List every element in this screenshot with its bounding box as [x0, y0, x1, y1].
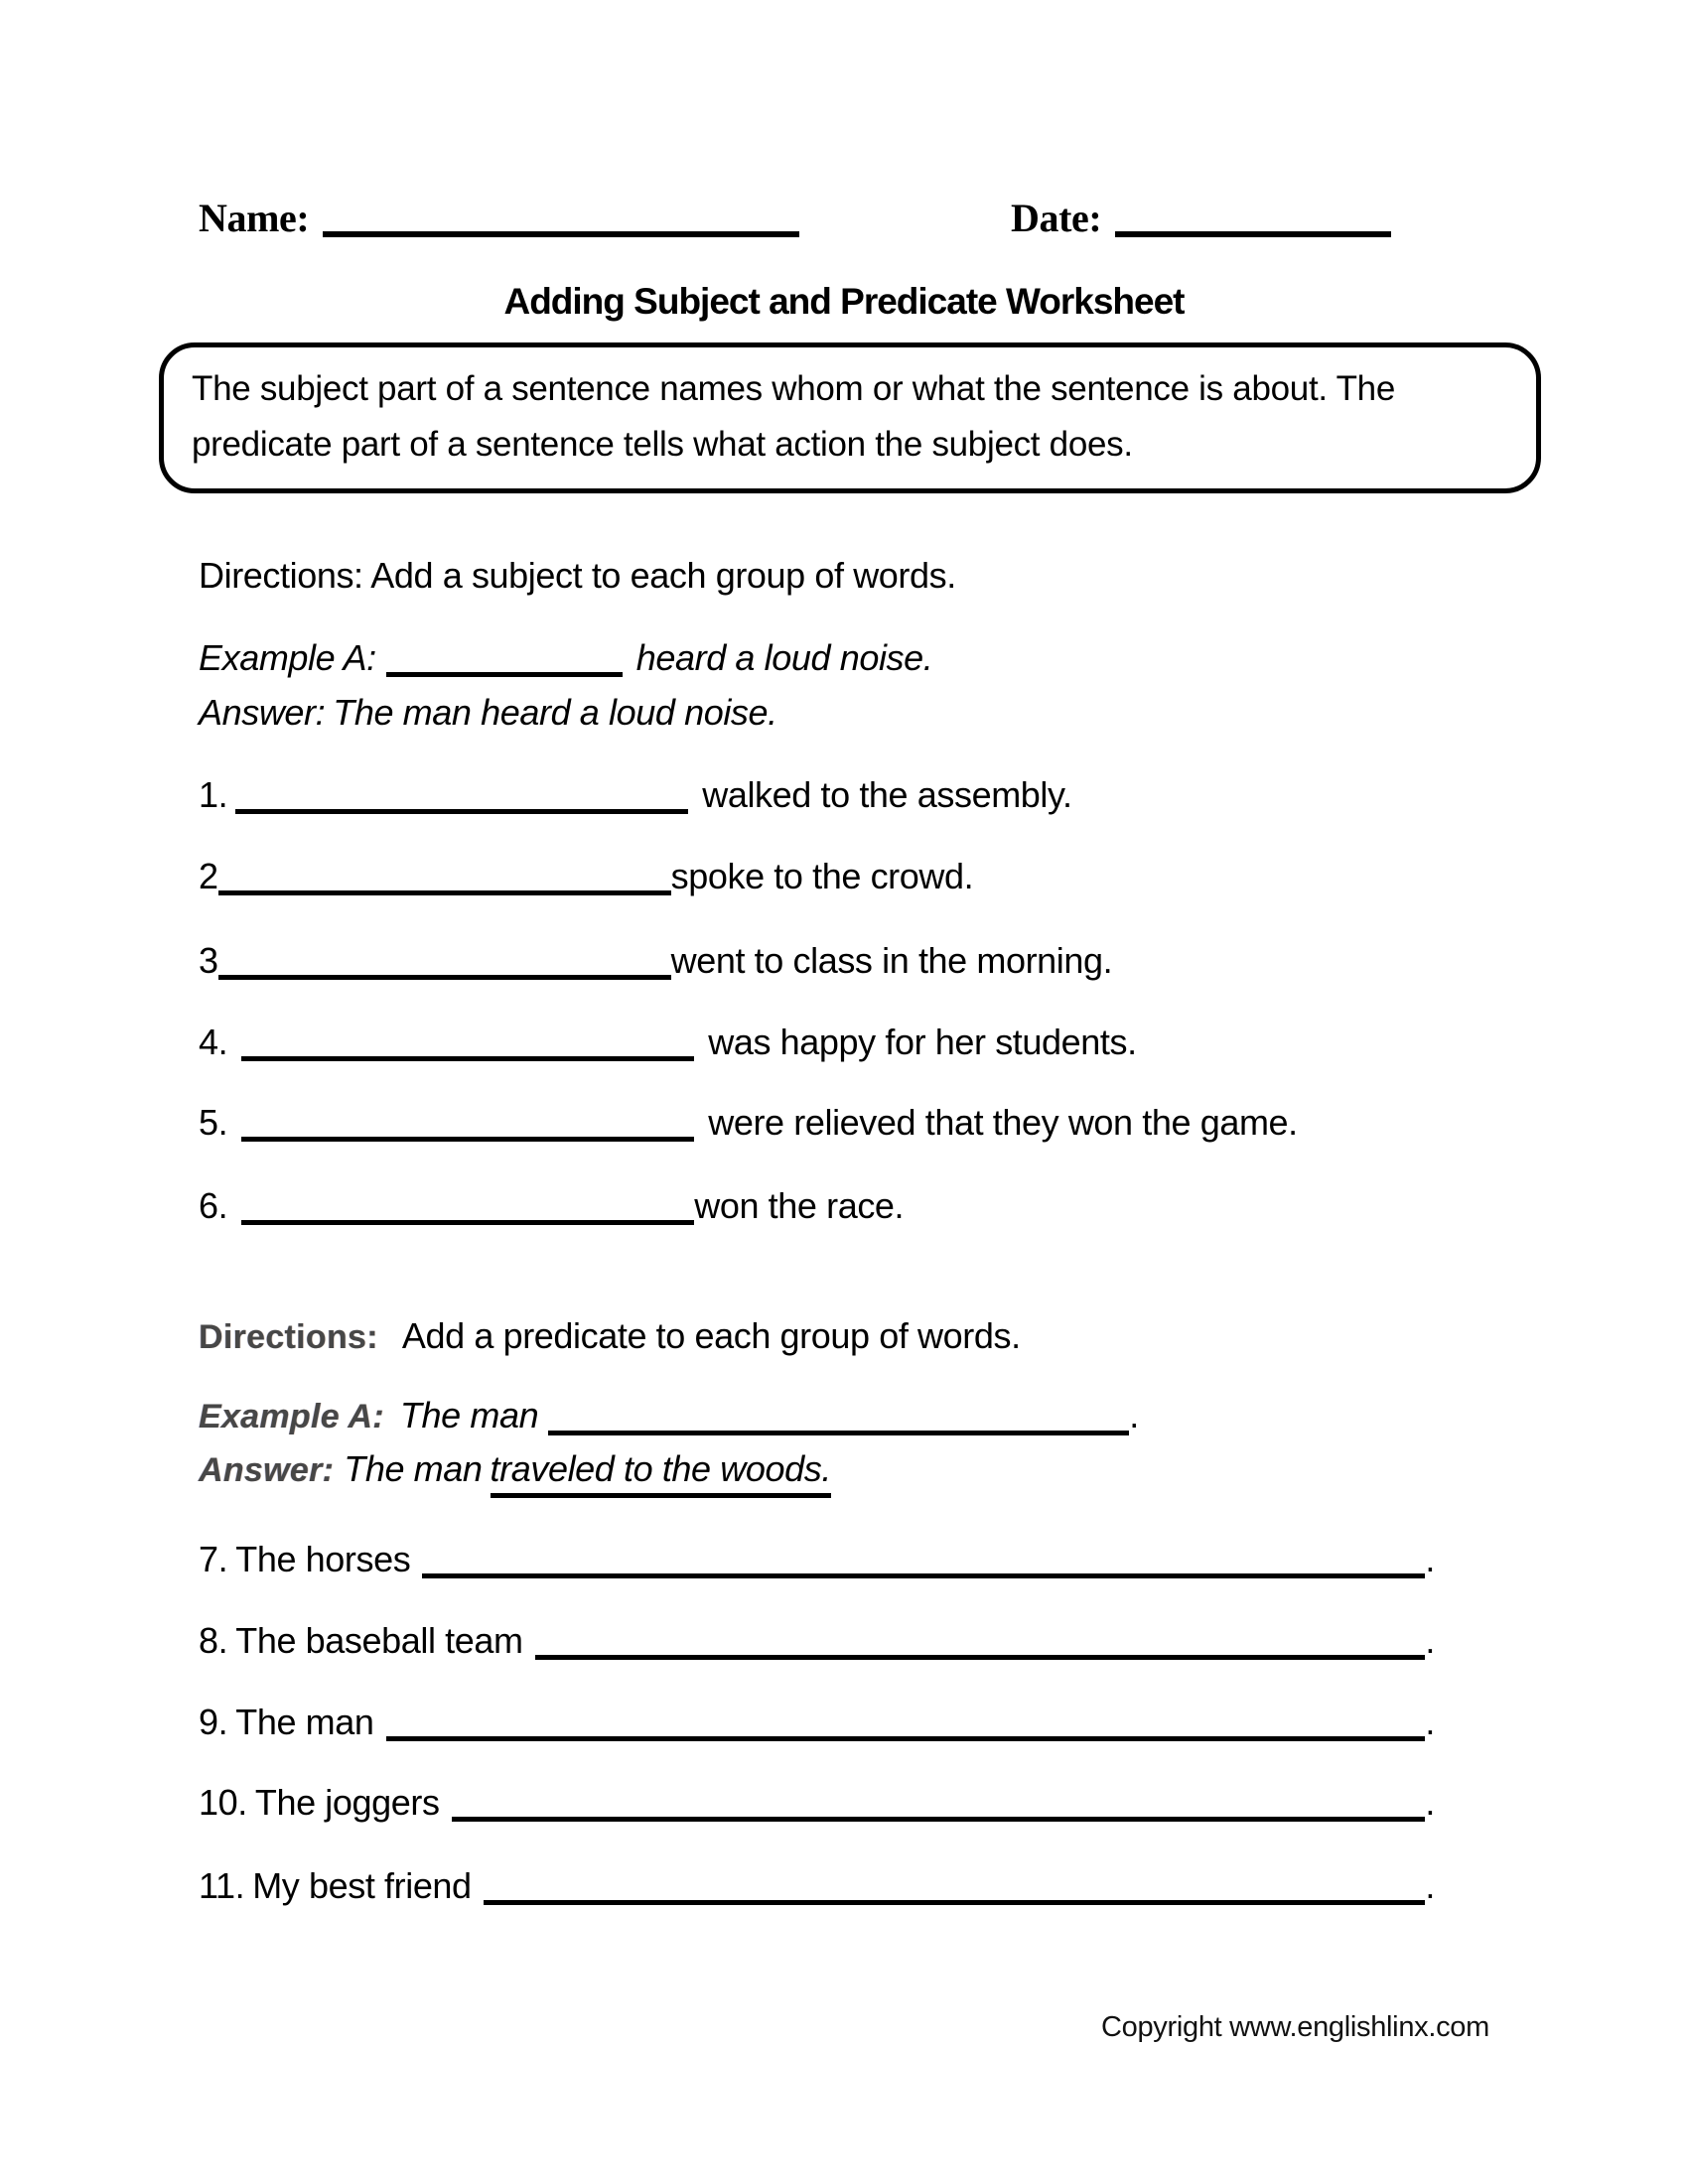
item-2-blank-line [218, 890, 671, 895]
item-1-blank-line [235, 809, 688, 814]
item-6-number: 6. [199, 1185, 228, 1226]
item-8-number: 8. [199, 1620, 228, 1661]
directions-predicate-label: Directions: [199, 1318, 378, 1356]
example-a-predicate-row [199, 1394, 1139, 1438]
example-a-subject-row [199, 636, 932, 680]
item-3-row [199, 939, 1112, 983]
item-11-number: 11. [199, 1865, 245, 1906]
item-2-row [199, 855, 973, 898]
answer-text: The man heard a loud noise. [333, 692, 777, 733]
example-a-blank-line [386, 672, 623, 677]
directions-predicate-row [199, 1314, 1021, 1359]
item-11-prefix: My best friend [252, 1865, 472, 1906]
answer-predicate-row [199, 1447, 831, 1498]
item-8-prefix: The baseball team [235, 1620, 523, 1661]
date-blank-line [1115, 231, 1391, 237]
item-7-prefix: The horses [235, 1539, 411, 1579]
item-1-number: 1. [199, 774, 228, 815]
item-6-suffix: won the race. [694, 1185, 905, 1226]
answer-predicate-underlined: traveled to the woods. [491, 1447, 831, 1498]
date-row [1011, 197, 1391, 240]
item-4-suffix: was happy for her students. [708, 1022, 1137, 1062]
item-11-period: . [1425, 1865, 1435, 1906]
item-2-number: 2 [199, 856, 218, 896]
answer-predicate-prefix: The man [344, 1448, 483, 1489]
definition-box [159, 342, 1541, 493]
name-blank-line [323, 231, 799, 237]
worksheet-title: Adding Subject and Predicate Worksheet [503, 281, 1185, 322]
name-label: Name: [199, 196, 310, 240]
item-9-prefix: The man [235, 1702, 374, 1742]
item-5-blank-line [241, 1137, 694, 1142]
item-1-row [199, 773, 1072, 817]
item-11-blank-line [484, 1900, 1426, 1905]
item-9-blank-line [386, 1736, 1426, 1741]
item-4-number: 4. [199, 1022, 228, 1062]
item-1-suffix: walked to the assembly. [702, 774, 1072, 815]
answer-label: Answer: [199, 692, 326, 733]
item-3-number: 3 [199, 940, 218, 981]
example-a-suffix: heard a loud noise. [635, 637, 933, 678]
item-7-number: 7. [199, 1539, 228, 1579]
item-5-number: 5. [199, 1102, 228, 1143]
example-a-prefix: The man [399, 1395, 539, 1435]
item-3-blank-line [218, 975, 671, 980]
item-10-number: 10. [199, 1782, 247, 1823]
item-2-suffix: spoke to the crowd. [670, 856, 974, 896]
item-7-period: . [1425, 1539, 1435, 1579]
item-6-row [199, 1184, 904, 1228]
copyright-text: Copyright www.englishlinx.com [1100, 2011, 1489, 2043]
item-4-row [199, 1021, 1137, 1064]
answer-predicate-label: Answer: [199, 1451, 335, 1489]
item-8-blank-line [535, 1655, 1426, 1660]
example-a-predicate-label: Example A: [199, 1398, 384, 1435]
item-10-period: . [1425, 1782, 1435, 1823]
item-8-period: . [1425, 1620, 1435, 1661]
example-a-label: Example A: [199, 637, 376, 678]
item-10-row [199, 1781, 1435, 1825]
item-5-suffix: were relieved that they won the game. [708, 1102, 1298, 1143]
directions-subject: Directions: Add a subject to each group of words. [199, 555, 956, 596]
item-9-period: . [1425, 1702, 1435, 1742]
date-label: Date: [1011, 196, 1102, 240]
item-6-blank-line [241, 1220, 694, 1225]
item-10-prefix: The joggers [254, 1782, 440, 1823]
example-a-predicate-blank-line [548, 1431, 1129, 1435]
item-4-blank-line [241, 1056, 694, 1061]
directions-predicate-text: Add a predicate to each group of words. [401, 1315, 1021, 1356]
item-9-number: 9. [199, 1702, 228, 1742]
item-11-row [199, 1864, 1435, 1908]
name-row [199, 197, 799, 240]
item-8-row [199, 1619, 1435, 1663]
item-10-blank-line [452, 1817, 1426, 1822]
definition-text: The subject part of a sentence names whom or what the sentence is about. The predicate part of a sentence tells what action the subject does. [192, 369, 1395, 464]
item-7-blank-line [422, 1573, 1425, 1578]
answer-subject-row [199, 691, 777, 735]
item-9-row [199, 1701, 1435, 1744]
example-a-period: . [1129, 1395, 1139, 1435]
item-5-row [199, 1101, 1298, 1145]
item-7-row [199, 1538, 1435, 1581]
item-3-suffix: went to class in the morning. [670, 940, 1113, 981]
